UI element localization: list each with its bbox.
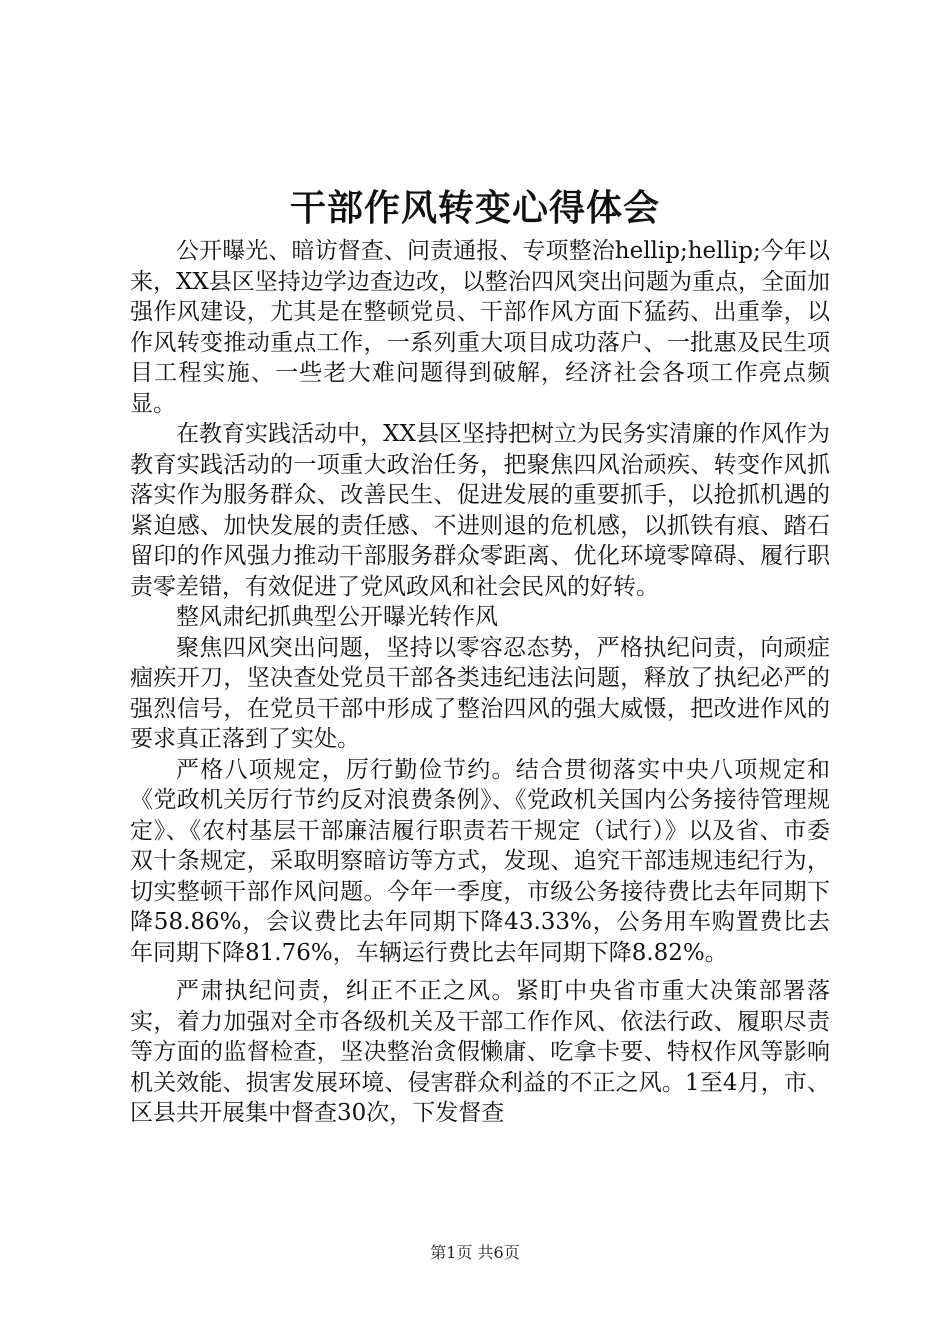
document-title: 干部作风转变心得体会 xyxy=(289,187,660,229)
paragraph-four-winds: 聚焦四风突出问题，坚持以零容忍态势，严格执纪问责，向顽症痼疾开刀，坚决查处党员干部各类违纪违法问题，释放了执纪必严的强烈信号，在党员干部中形成了整治四风的强大威慑，把改进作风的要求真正落到了实处。 xyxy=(130,634,830,752)
paragraph-discipline: 严肃执纪问责，纠正不正之风。紧盯中央省市重大决策部署落实，着力加强对全市各级机关及干部工作作风、依法行政、履职尽责等方面的监督检查，坚决整治贪假懒庸、吃拿卡要、特权作风等影响机关效能、损害发展环境、侵害群众利益的不正之风。1至4月，市、区县共开展集中督查30次，下发督查 xyxy=(130,978,830,1126)
paragraph-eight-rules: 严格八项规定，厉行勤俭节约。结合贯彻落实中央八项规定和《党政机关厉行节约反对浪费条例》、《党政机关国内公务接待管理规定》、《农村基层干部廉洁履行职责若干规定（试行）》以及省、市委双十条规定，采取明察暗访等方式，发现、追究干部违规违纪行为，切实整顿干部作风问题。今年一季度，市级公务接待费比去年同期下降58.86%，会议费比去年同期下降43.33%，公务用车购置费比去年同期下降81.76%，车辆运行费比去年同期下降8.82%。 xyxy=(130,756,830,966)
paragraph-education-practice: 在教育实践活动中，XX县区坚持把树立为民务实清廉的作风作为教育实践活动的一项重大政治任务，把聚焦四风治顽疾、转变作风抓落实作为服务群众、改善民生、促进发展的重要抓手，以抢抓机遇的紧迫感、加快发展的责任感、不进则退的危机感，以抓铁有痕、踏石留印的作风强力推动干部服务群众零距离、优化环境零障碍、履行职责零差错，有效促进了党风政风和社会民风的好转。 xyxy=(130,421,830,600)
section-heading: 整风肃纪抓典型公开曝光转作风 xyxy=(176,604,498,630)
document-body xyxy=(130,236,830,1129)
paragraph-intro: 公开曝光、暗访督查、问责通报、专项整治hellip;hellip;今年以来，XX县区坚持边学边查边改，以整治四风突出问题为重点，全面加强作风建设，尤其是在整顿党员、干部作风方面下猛药、出重拳，以作风转变推动重点工作，一系列重大项目成功落户、一批惠及民生项目工程实施、一些老大难问题得到破解，经济社会各项工作亮点频显。 xyxy=(130,238,830,417)
page-number-footer: 第1页 共6页 xyxy=(430,1243,520,1262)
